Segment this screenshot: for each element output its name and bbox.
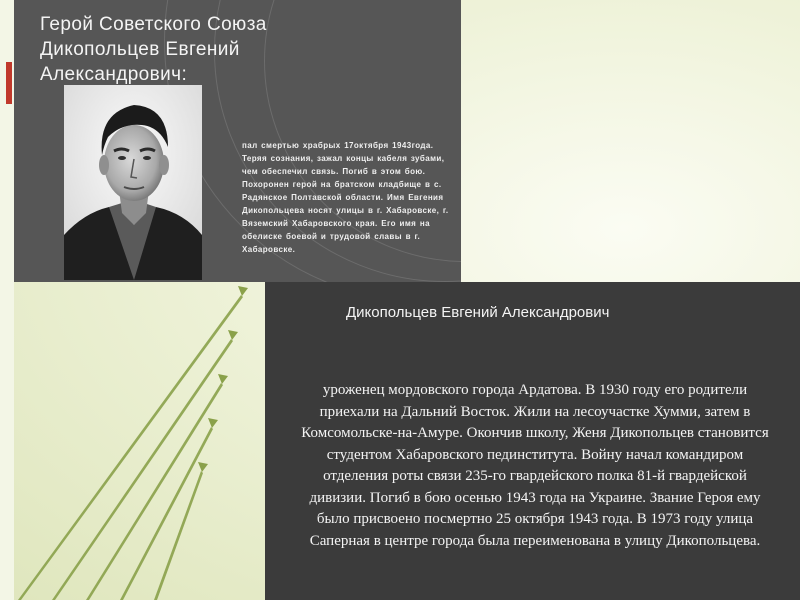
bio-text: уроженец мордовского города Ардатова. В 1930 году его родители приехали на Дальний Восток. Жили на лесоучастке Хумми, затем в Комсомольске-на-Амуре. Окончив школу, Женя Дикопольцев становится студентом Хабаровского пединститута. Войну начал командиром отделения роты связи 235-го гвардейского полка 81-й гвардейской дивизии. Погиб в бою осенью 1943 года на Украине. Звание Героя ему было присвоено посмертно 25 октября 1943 года. В 1973 году улица Саперная в центре города была переименована в улицу Дикопольцева. xyxy=(301,382,769,549)
accent-bar xyxy=(6,62,12,104)
hero-title xyxy=(40,12,340,87)
hero-title-line: Дикопольцев Евгений xyxy=(40,39,240,60)
hero-title-line: Герой Советского Союза xyxy=(40,14,267,35)
hero-caption: пал смертью храбрых 17октября 1943года. Теряя сознания, зажал концы кабеля зубами, чем обеспечил связь. Погиб в этом бою. Похоронен герой на братском кладбище в с. Радянское Полтавской области. Имя Евгения Дикопольцева носят улицы в г. Хабаровске, г. Вяземский Хабаровского края. Его имя на обелиске боевой и трудовой славы в г. Хабаровске. xyxy=(242,141,449,254)
portrait-image xyxy=(64,85,202,280)
hero-portrait xyxy=(64,85,202,280)
bio-name: Дикопольцев Евгений Александрович xyxy=(346,304,610,321)
arrow-decoration xyxy=(12,282,262,600)
hero-title-line: Александрович: xyxy=(40,64,188,85)
